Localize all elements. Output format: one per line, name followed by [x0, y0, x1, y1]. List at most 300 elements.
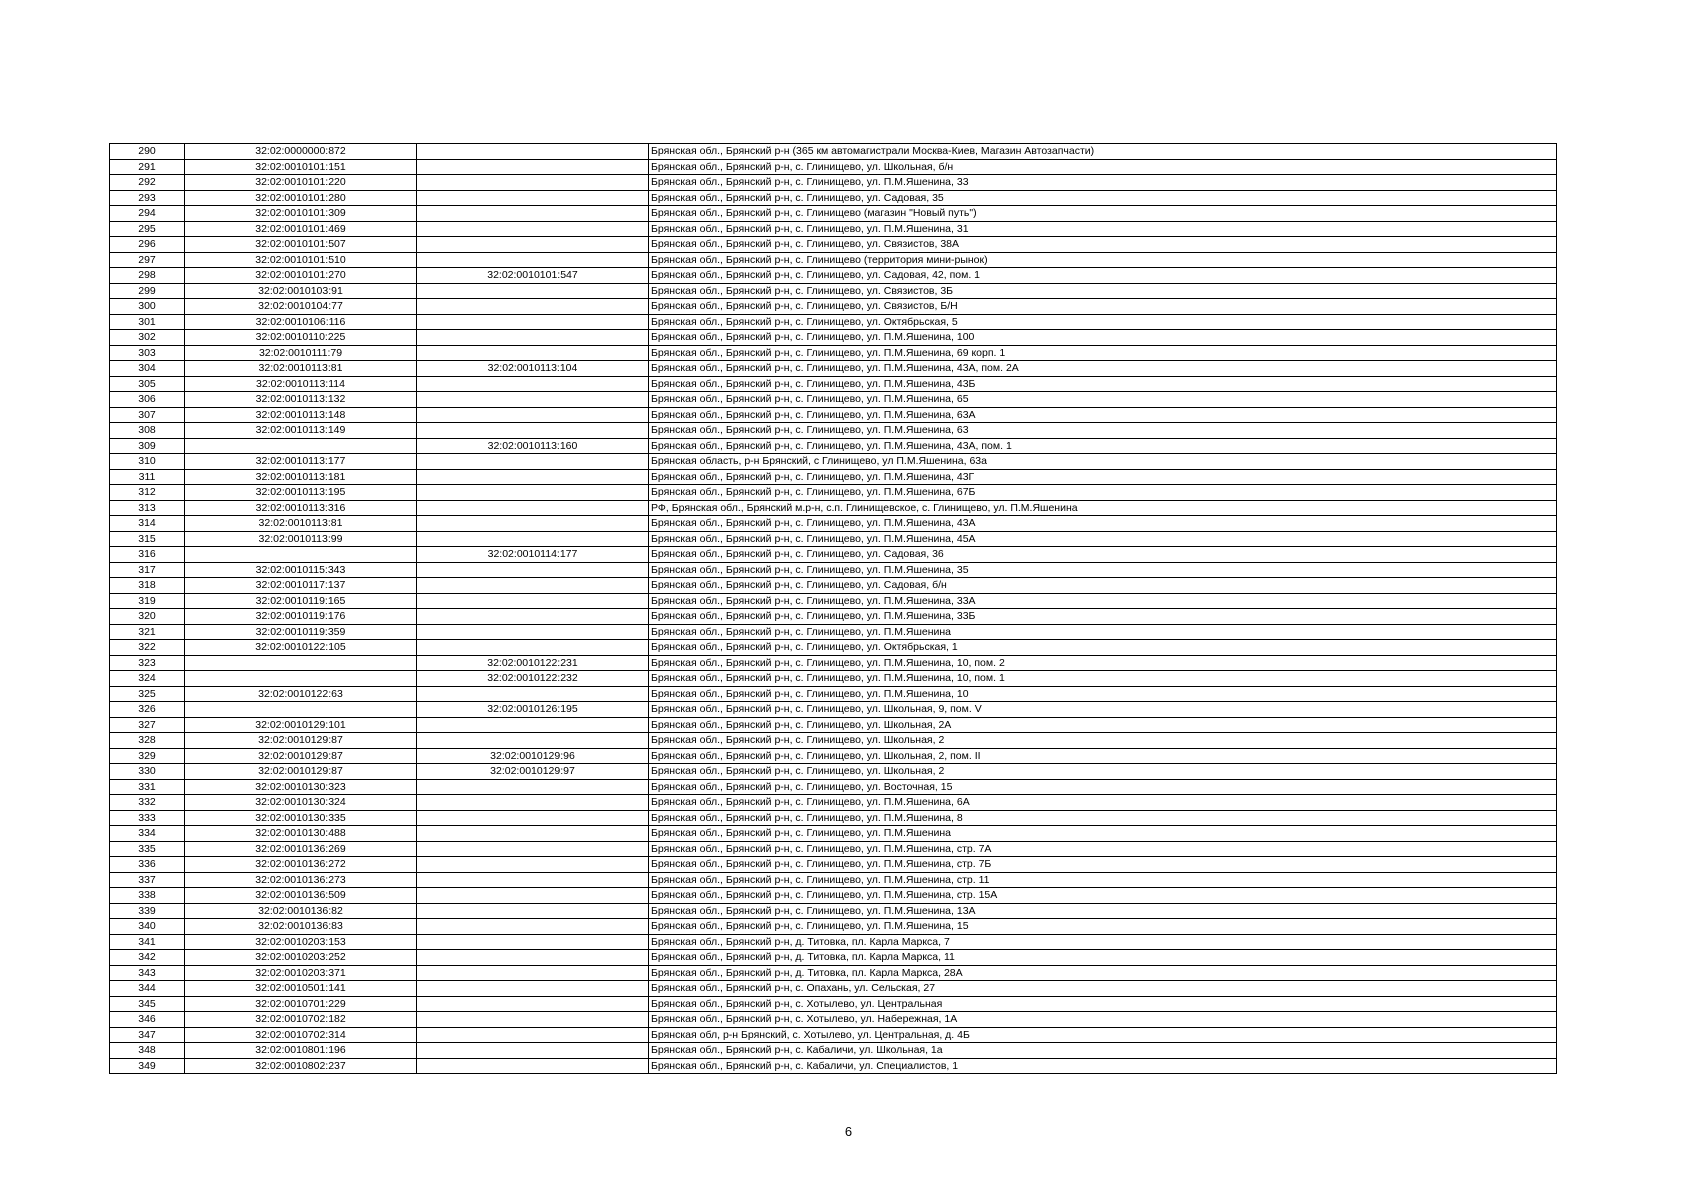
related-cadastral-number-cell — [417, 779, 649, 795]
row-number-cell: 305 — [110, 376, 185, 392]
cadastral-number-cell: 32:02:0010113:132 — [185, 392, 417, 408]
related-cadastral-number-cell — [417, 423, 649, 439]
table-row — [110, 764, 1557, 780]
related-cadastral-number-cell — [417, 934, 649, 950]
cadastral-number-cell: 32:02:0010113:114 — [185, 376, 417, 392]
table-row — [110, 841, 1557, 857]
row-number-cell: 322 — [110, 640, 185, 656]
cadastral-number-cell: 32:02:0010115:343 — [185, 562, 417, 578]
row-number-cell: 308 — [110, 423, 185, 439]
address-cell: Брянская обл., Брянский р-н, с. Глинищево, ул. Садовая, 42, пом. 1 — [649, 268, 1557, 284]
related-cadastral-number-cell — [417, 593, 649, 609]
row-number-cell: 309 — [110, 438, 185, 454]
row-number-cell: 290 — [110, 144, 185, 160]
related-cadastral-number-cell — [417, 1058, 649, 1074]
related-cadastral-number-cell — [417, 407, 649, 423]
row-number-cell: 314 — [110, 516, 185, 532]
related-cadastral-number-cell — [417, 345, 649, 361]
table-row — [110, 810, 1557, 826]
row-number-cell: 317 — [110, 562, 185, 578]
row-number-cell: 301 — [110, 314, 185, 330]
table-row — [110, 578, 1557, 594]
row-number-cell: 326 — [110, 702, 185, 718]
address-cell: Брянская обл., Брянский р-н, с. Глинищево, ул. П.М.Яшенина, 10, пом. 1 — [649, 671, 1557, 687]
table-row — [110, 376, 1557, 392]
cadastral-number-cell: 32:02:0010113:99 — [185, 531, 417, 547]
cadastral-number-cell: 32:02:0010203:153 — [185, 934, 417, 950]
row-number-cell: 293 — [110, 190, 185, 206]
related-cadastral-number-cell — [417, 795, 649, 811]
related-cadastral-number-cell — [417, 283, 649, 299]
table-row — [110, 206, 1557, 222]
related-cadastral-number-cell — [417, 826, 649, 842]
cadastral-number-cell: 32:02:0010136:83 — [185, 919, 417, 935]
cadastral-number-cell — [185, 547, 417, 563]
page-number: 6 — [844, 1124, 853, 1139]
address-cell: Брянская обл., Брянский р-н, с. Глинищево, ул. П.М.Яшенина, 63А — [649, 407, 1557, 423]
row-number-cell: 342 — [110, 950, 185, 966]
cadastral-number-cell: 32:02:0010130:488 — [185, 826, 417, 842]
row-number-cell: 303 — [110, 345, 185, 361]
cadastral-number-cell: 32:02:0010122:105 — [185, 640, 417, 656]
row-number-cell: 337 — [110, 872, 185, 888]
row-number-cell: 335 — [110, 841, 185, 857]
row-number-cell: 291 — [110, 159, 185, 175]
related-cadastral-number-cell — [417, 144, 649, 160]
row-number-cell: 345 — [110, 996, 185, 1012]
table-row — [110, 1012, 1557, 1028]
address-cell: Брянская обл., Брянский р-н, с. Глинищево, ул. П.М.Яшенина, 6А — [649, 795, 1557, 811]
property-table-container — [109, 143, 1556, 1074]
table-row — [110, 392, 1557, 408]
cadastral-number-cell: 32:02:0010101:510 — [185, 252, 417, 268]
cadastral-number-cell: 32:02:0010136:272 — [185, 857, 417, 873]
address-cell: Брянская обл., Брянский р-н, с. Глинищево (территория мини-рынок) — [649, 252, 1557, 268]
address-cell: Брянская обл., Брянский р-н, с. Глинищево, ул. Школьная, б/н — [649, 159, 1557, 175]
related-cadastral-number-cell: 32:02:0010122:231 — [417, 655, 649, 671]
row-number-cell: 344 — [110, 981, 185, 997]
row-number-cell: 325 — [110, 686, 185, 702]
related-cadastral-number-cell: 32:02:0010129:97 — [417, 764, 649, 780]
cadastral-number-cell: 32:02:0010701:229 — [185, 996, 417, 1012]
address-cell: Брянская обл., Брянский р-н, с. Глинищево, ул. П.М.Яшенина, стр. 7Б — [649, 857, 1557, 873]
address-cell: Брянская обл., Брянский р-н, с. Глинищево, ул. Связистов, Б/Н — [649, 299, 1557, 315]
cadastral-number-cell — [185, 438, 417, 454]
related-cadastral-number-cell — [417, 1027, 649, 1043]
address-cell: Брянская обл., Брянский р-н, с. Глинищево, ул. П.М.Яшенина, стр. 11 — [649, 872, 1557, 888]
table-row — [110, 593, 1557, 609]
cadastral-number-cell: 32:02:0010136:269 — [185, 841, 417, 857]
table-row — [110, 857, 1557, 873]
address-cell: Брянская обл., Брянский р-н, с. Глинищево, ул. П.М.Яшенина, 10 — [649, 686, 1557, 702]
table-row — [110, 779, 1557, 795]
related-cadastral-number-cell — [417, 981, 649, 997]
table-row — [110, 950, 1557, 966]
related-cadastral-number-cell: 32:02:0010113:160 — [417, 438, 649, 454]
table-row — [110, 314, 1557, 330]
address-cell: Брянская обл., Брянский р-н, с. Глинищево, ул. Школьная, 2, пом. II — [649, 748, 1557, 764]
related-cadastral-number-cell — [417, 376, 649, 392]
address-cell: Брянская обл., Брянский р-н, с. Глинищево, ул. Связистов, 3Б — [649, 283, 1557, 299]
table-row — [110, 268, 1557, 284]
table-row — [110, 717, 1557, 733]
address-cell: Брянская обл., Брянский р-н, с. Глинищево, ул. Школьная, 2 — [649, 733, 1557, 749]
row-number-cell: 336 — [110, 857, 185, 873]
cadastral-number-cell: 32:02:0010129:101 — [185, 717, 417, 733]
related-cadastral-number-cell — [417, 330, 649, 346]
address-cell: Брянская обл., Брянский р-н, с. Глинищево, ул. П.М.Яшенина, 65 — [649, 392, 1557, 408]
table-row — [110, 454, 1557, 470]
row-number-cell: 316 — [110, 547, 185, 563]
cadastral-number-cell: 32:02:0010136:273 — [185, 872, 417, 888]
cadastral-number-cell: 32:02:0010136:82 — [185, 903, 417, 919]
table-row — [110, 640, 1557, 656]
row-number-cell: 307 — [110, 407, 185, 423]
cadastral-number-cell: 32:02:0010101:309 — [185, 206, 417, 222]
related-cadastral-number-cell — [417, 469, 649, 485]
table-row — [110, 733, 1557, 749]
row-number-cell: 313 — [110, 500, 185, 516]
address-cell: Брянская обл., Брянский р-н, с. Глинищево, ул. П.М.Яшенина — [649, 826, 1557, 842]
related-cadastral-number-cell: 32:02:0010126:195 — [417, 702, 649, 718]
cadastral-number-cell: 32:02:0010113:81 — [185, 516, 417, 532]
property-table — [109, 143, 1557, 1074]
related-cadastral-number-cell — [417, 841, 649, 857]
address-cell: Брянская обл., Брянский р-н, с. Глинищево, ул. П.М.Яшенина — [649, 624, 1557, 640]
table-row — [110, 826, 1557, 842]
table-row — [110, 330, 1557, 346]
table-row — [110, 299, 1557, 315]
related-cadastral-number-cell — [417, 810, 649, 826]
cadastral-number-cell — [185, 671, 417, 687]
address-cell: Брянская обл., Брянский р-н, с. Глинищево, ул. П.М.Яшенина, 8 — [649, 810, 1557, 826]
table-row — [110, 934, 1557, 950]
related-cadastral-number-cell — [417, 190, 649, 206]
address-cell: Брянская обл., Брянский р-н, с. Глинищево, ул. П.М.Яшенина, 63 — [649, 423, 1557, 439]
table-row — [110, 190, 1557, 206]
related-cadastral-number-cell: 32:02:0010113:104 — [417, 361, 649, 377]
address-cell: Брянская обл., Брянский р-н, с. Глинищево, ул. П.М.Яшенина, 31 — [649, 221, 1557, 237]
cadastral-number-cell: 32:02:0010129:87 — [185, 733, 417, 749]
related-cadastral-number-cell — [417, 252, 649, 268]
table-row — [110, 981, 1557, 997]
row-number-cell: 312 — [110, 485, 185, 501]
row-number-cell: 347 — [110, 1027, 185, 1043]
row-number-cell: 310 — [110, 454, 185, 470]
cadastral-number-cell: 32:02:0010113:181 — [185, 469, 417, 485]
address-cell: Брянская обл., Брянский р-н, с. Глинищево, ул. П.М.Яшенина, 13А — [649, 903, 1557, 919]
row-number-cell: 323 — [110, 655, 185, 671]
row-number-cell: 318 — [110, 578, 185, 594]
address-cell: Брянская обл., Брянский р-н, с. Глинищево, ул. Октябрьская, 1 — [649, 640, 1557, 656]
table-row — [110, 361, 1557, 377]
row-number-cell: 349 — [110, 1058, 185, 1074]
cadastral-number-cell: 32:02:0010119:359 — [185, 624, 417, 640]
cadastral-number-cell: 32:02:0010113:148 — [185, 407, 417, 423]
table-row — [110, 438, 1557, 454]
address-cell: Брянская обл., Брянский р-н, с. Глинищево, ул. П.М.Яшенина, стр. 7А — [649, 841, 1557, 857]
cadastral-number-cell: 32:02:0010203:252 — [185, 950, 417, 966]
related-cadastral-number-cell — [417, 531, 649, 547]
address-cell: Брянская обл., Брянский р-н, с. Глинищево, ул. П.М.Яшенина, 67Б — [649, 485, 1557, 501]
row-number-cell: 324 — [110, 671, 185, 687]
address-cell: Брянская обл., Брянский р-н, с. Глинищево, ул. П.М.Яшенина, 69 корп. 1 — [649, 345, 1557, 361]
row-number-cell: 333 — [110, 810, 185, 826]
address-cell: Брянская обл., Брянский р-н, с. Глинищево, ул. П.М.Яшенина, 33А — [649, 593, 1557, 609]
cadastral-number-cell: 32:02:0010106:116 — [185, 314, 417, 330]
cadastral-number-cell: 32:02:0010802:237 — [185, 1058, 417, 1074]
row-number-cell: 321 — [110, 624, 185, 640]
table-row — [110, 1058, 1557, 1074]
row-number-cell: 330 — [110, 764, 185, 780]
related-cadastral-number-cell — [417, 1043, 649, 1059]
related-cadastral-number-cell — [417, 159, 649, 175]
address-cell: Брянская обл, р-н Брянский, с. Хотылево, ул. Центральная, д. 4Б — [649, 1027, 1557, 1043]
cadastral-number-cell: 32:02:0010101:280 — [185, 190, 417, 206]
table-row — [110, 252, 1557, 268]
cadastral-number-cell: 32:02:0010103:91 — [185, 283, 417, 299]
related-cadastral-number-cell: 32:02:0010122:232 — [417, 671, 649, 687]
table-row — [110, 965, 1557, 981]
row-number-cell: 292 — [110, 175, 185, 191]
address-cell: Брянская обл., Брянский р-н, с. Опахань, ул. Сельская, 27 — [649, 981, 1557, 997]
row-number-cell: 304 — [110, 361, 185, 377]
table-row — [110, 655, 1557, 671]
address-cell: Брянская обл., Брянский р-н, с. Кабаличи, ул. Специалистов, 1 — [649, 1058, 1557, 1074]
address-cell: Брянская обл., Брянский р-н, с. Глинищево, ул. Садовая, б/н — [649, 578, 1557, 594]
table-row — [110, 423, 1557, 439]
row-number-cell: 343 — [110, 965, 185, 981]
table-row — [110, 345, 1557, 361]
related-cadastral-number-cell — [417, 299, 649, 315]
cadastral-number-cell: 32:02:0010113:81 — [185, 361, 417, 377]
row-number-cell: 300 — [110, 299, 185, 315]
table-row — [110, 996, 1557, 1012]
table-row — [110, 919, 1557, 935]
table-row — [110, 1027, 1557, 1043]
address-cell: Брянская обл., Брянский р-н, с. Глинищево, ул. П.М.Яшенина, 35 — [649, 562, 1557, 578]
related-cadastral-number-cell — [417, 237, 649, 253]
cadastral-number-cell: 32:02:0010801:196 — [185, 1043, 417, 1059]
address-cell: Брянская обл., Брянский р-н, с. Глинищево, ул. П.М.Яшенина, 33Б — [649, 609, 1557, 625]
row-number-cell: 339 — [110, 903, 185, 919]
related-cadastral-number-cell: 32:02:0010101:547 — [417, 268, 649, 284]
cadastral-number-cell: 32:02:0010130:324 — [185, 795, 417, 811]
row-number-cell: 348 — [110, 1043, 185, 1059]
address-cell: Брянская обл., Брянский р-н, с. Глинищево, ул. Школьная, 2А — [649, 717, 1557, 733]
cadastral-number-cell: 32:02:0010113:316 — [185, 500, 417, 516]
address-cell: Брянская обл., Брянский р-н, с. Глинищево, ул. П.М.Яшенина, 43Б — [649, 376, 1557, 392]
cadastral-number-cell: 32:02:0010119:165 — [185, 593, 417, 609]
address-cell: Брянская область, р-н Брянский, с Глинищево, ул П.М.Яшенина, 63а — [649, 454, 1557, 470]
table-row — [110, 748, 1557, 764]
cadastral-number-cell: 32:02:0010129:87 — [185, 764, 417, 780]
address-cell: Брянская обл., Брянский р-н, с. Глинищево, ул. П.М.Яшенина, 43А, пом. 1 — [649, 438, 1557, 454]
table-row — [110, 624, 1557, 640]
address-cell: Брянская обл., Брянский р-н, с. Глинищево (магазин "Новый путь") — [649, 206, 1557, 222]
row-number-cell: 334 — [110, 826, 185, 842]
address-cell: Брянская обл., Брянский р-н, с. Глинищево, ул. П.М.Яшенина, 100 — [649, 330, 1557, 346]
address-cell: РФ, Брянская обл., Брянский м.р-н, с.п. Глинищевское, с. Глинищево, ул. П.М.Яшенина — [649, 500, 1557, 516]
cadastral-number-cell: 32:02:0010113:177 — [185, 454, 417, 470]
table-row — [110, 888, 1557, 904]
related-cadastral-number-cell — [417, 175, 649, 191]
table-row — [110, 469, 1557, 485]
cadastral-number-cell: 32:02:0010101:220 — [185, 175, 417, 191]
related-cadastral-number-cell — [417, 578, 649, 594]
table-row — [110, 547, 1557, 563]
table-row — [110, 1043, 1557, 1059]
related-cadastral-number-cell — [417, 454, 649, 470]
related-cadastral-number-cell — [417, 919, 649, 935]
cadastral-number-cell — [185, 655, 417, 671]
related-cadastral-number-cell — [417, 516, 649, 532]
address-cell: Брянская обл., Брянский р-н, с. Глинищево, ул. П.М.Яшенина, 10, пом. 2 — [649, 655, 1557, 671]
related-cadastral-number-cell — [417, 485, 649, 501]
related-cadastral-number-cell: 32:02:0010114:177 — [417, 547, 649, 563]
cadastral-number-cell: 32:02:0010119:176 — [185, 609, 417, 625]
row-number-cell: 315 — [110, 531, 185, 547]
address-cell: Брянская обл., Брянский р-н, с. Кабаличи, ул. Школьная, 1а — [649, 1043, 1557, 1059]
table-row — [110, 175, 1557, 191]
cadastral-number-cell: 32:02:0010101:270 — [185, 268, 417, 284]
related-cadastral-number-cell — [417, 609, 649, 625]
address-cell: Брянская обл., Брянский р-н, с. Глинищево, ул. Садовая, 36 — [649, 547, 1557, 563]
table-row — [110, 159, 1557, 175]
address-cell: Брянская обл., Брянский р-н, с. Глинищево, ул. Школьная, 9, пом. V — [649, 702, 1557, 718]
address-cell: Брянская обл., Брянский р-н, с. Глинищево, ул. Октябрьская, 5 — [649, 314, 1557, 330]
table-row — [110, 407, 1557, 423]
row-number-cell: 296 — [110, 237, 185, 253]
row-number-cell: 327 — [110, 717, 185, 733]
row-number-cell: 297 — [110, 252, 185, 268]
table-row — [110, 609, 1557, 625]
cadastral-number-cell: 32:02:0010111:79 — [185, 345, 417, 361]
address-cell: Брянская обл., Брянский р-н, д. Титовка, пл. Карла Маркса, 7 — [649, 934, 1557, 950]
cadastral-number-cell: 32:02:0010101:507 — [185, 237, 417, 253]
related-cadastral-number-cell — [417, 392, 649, 408]
address-cell: Брянская обл., Брянский р-н, с. Глинищево, ул. П.М.Яшенина, 43Г — [649, 469, 1557, 485]
table-row — [110, 283, 1557, 299]
table-row — [110, 516, 1557, 532]
address-cell: Брянская обл., Брянский р-н, с. Глинищево, ул. П.М.Яшенина, 43А — [649, 516, 1557, 532]
related-cadastral-number-cell — [417, 857, 649, 873]
table-row — [110, 500, 1557, 516]
row-number-cell: 329 — [110, 748, 185, 764]
cadastral-number-cell: 32:02:0010122:63 — [185, 686, 417, 702]
cadastral-number-cell: 32:02:0010117:137 — [185, 578, 417, 594]
table-row — [110, 221, 1557, 237]
address-cell: Брянская обл., Брянский р-н, с. Глинищево, ул. Связистов, 38А — [649, 237, 1557, 253]
related-cadastral-number-cell — [417, 872, 649, 888]
cadastral-number-cell: 32:02:0010702:182 — [185, 1012, 417, 1028]
table-row — [110, 903, 1557, 919]
related-cadastral-number-cell — [417, 717, 649, 733]
related-cadastral-number-cell — [417, 221, 649, 237]
table-row — [110, 872, 1557, 888]
related-cadastral-number-cell — [417, 1012, 649, 1028]
cadastral-number-cell: 32:02:0010101:469 — [185, 221, 417, 237]
related-cadastral-number-cell — [417, 562, 649, 578]
table-row — [110, 237, 1557, 253]
table-row — [110, 144, 1557, 160]
related-cadastral-number-cell — [417, 903, 649, 919]
row-number-cell: 331 — [110, 779, 185, 795]
table-row — [110, 686, 1557, 702]
address-cell: Брянская обл., Брянский р-н, с. Глинищево, ул. Восточная, 15 — [649, 779, 1557, 795]
row-number-cell: 320 — [110, 609, 185, 625]
cadastral-number-cell: 32:02:0010104:77 — [185, 299, 417, 315]
related-cadastral-number-cell — [417, 640, 649, 656]
address-cell: Брянская обл., Брянский р-н, с. Глинищево, ул. П.М.Яшенина, 15 — [649, 919, 1557, 935]
cadastral-number-cell: 32:02:0010130:323 — [185, 779, 417, 795]
table-row — [110, 795, 1557, 811]
related-cadastral-number-cell — [417, 500, 649, 516]
cadastral-number-cell: 32:02:0010113:149 — [185, 423, 417, 439]
related-cadastral-number-cell — [417, 314, 649, 330]
cadastral-number-cell: 32:02:0000000:872 — [185, 144, 417, 160]
cadastral-number-cell — [185, 702, 417, 718]
address-cell: Брянская обл., Брянский р-н, д. Титовка, пл. Карла Маркса, 11 — [649, 950, 1557, 966]
address-cell: Брянская обл., Брянский р-н, с. Глинищево, ул. П.М.Яшенина, 33 — [649, 175, 1557, 191]
related-cadastral-number-cell — [417, 996, 649, 1012]
related-cadastral-number-cell — [417, 950, 649, 966]
address-cell: Брянская обл., Брянский р-н, с. Глинищево, ул. Садовая, 35 — [649, 190, 1557, 206]
cadastral-number-cell: 32:02:0010129:87 — [185, 748, 417, 764]
address-cell: Брянская обл., Брянский р-н, с. Хотылево, ул. Центральная — [649, 996, 1557, 1012]
related-cadastral-number-cell — [417, 624, 649, 640]
related-cadastral-number-cell — [417, 888, 649, 904]
row-number-cell: 338 — [110, 888, 185, 904]
row-number-cell: 341 — [110, 934, 185, 950]
address-cell: Брянская обл., Брянский р-н (365 км автомагистрали Москва-Киев, Магазин Автозапчасти) — [649, 144, 1557, 160]
property-table-body — [110, 144, 1557, 1074]
address-cell: Брянская обл., Брянский р-н, с. Глинищево, ул. П.М.Яшенина, 45А — [649, 531, 1557, 547]
cadastral-number-cell: 32:02:0010113:195 — [185, 485, 417, 501]
cadastral-number-cell: 32:02:0010110:225 — [185, 330, 417, 346]
row-number-cell: 332 — [110, 795, 185, 811]
row-number-cell: 306 — [110, 392, 185, 408]
related-cadastral-number-cell — [417, 965, 649, 981]
related-cadastral-number-cell: 32:02:0010129:96 — [417, 748, 649, 764]
cadastral-number-cell: 32:02:0010130:335 — [185, 810, 417, 826]
address-cell: Брянская обл., Брянский р-н, с. Глинищево, ул. Школьная, 2 — [649, 764, 1557, 780]
address-cell: Брянская обл., Брянский р-н, с. Глинищево, ул. П.М.Яшенина, 43А, пом. 2А — [649, 361, 1557, 377]
related-cadastral-number-cell — [417, 686, 649, 702]
table-row — [110, 702, 1557, 718]
row-number-cell: 328 — [110, 733, 185, 749]
cadastral-number-cell: 32:02:0010501:141 — [185, 981, 417, 997]
related-cadastral-number-cell — [417, 733, 649, 749]
cadastral-number-cell: 32:02:0010203:371 — [185, 965, 417, 981]
row-number-cell: 299 — [110, 283, 185, 299]
cadastral-number-cell: 32:02:0010702:314 — [185, 1027, 417, 1043]
row-number-cell: 295 — [110, 221, 185, 237]
address-cell: Брянская обл., Брянский р-н, д. Титовка, пл. Карла Маркса, 28А — [649, 965, 1557, 981]
table-row — [110, 531, 1557, 547]
table-row — [110, 485, 1557, 501]
row-number-cell: 340 — [110, 919, 185, 935]
row-number-cell: 346 — [110, 1012, 185, 1028]
row-number-cell: 298 — [110, 268, 185, 284]
row-number-cell: 319 — [110, 593, 185, 609]
cadastral-number-cell: 32:02:0010136:509 — [185, 888, 417, 904]
cadastral-number-cell: 32:02:0010101:151 — [185, 159, 417, 175]
related-cadastral-number-cell — [417, 206, 649, 222]
table-row — [110, 562, 1557, 578]
table-row — [110, 671, 1557, 687]
row-number-cell: 294 — [110, 206, 185, 222]
